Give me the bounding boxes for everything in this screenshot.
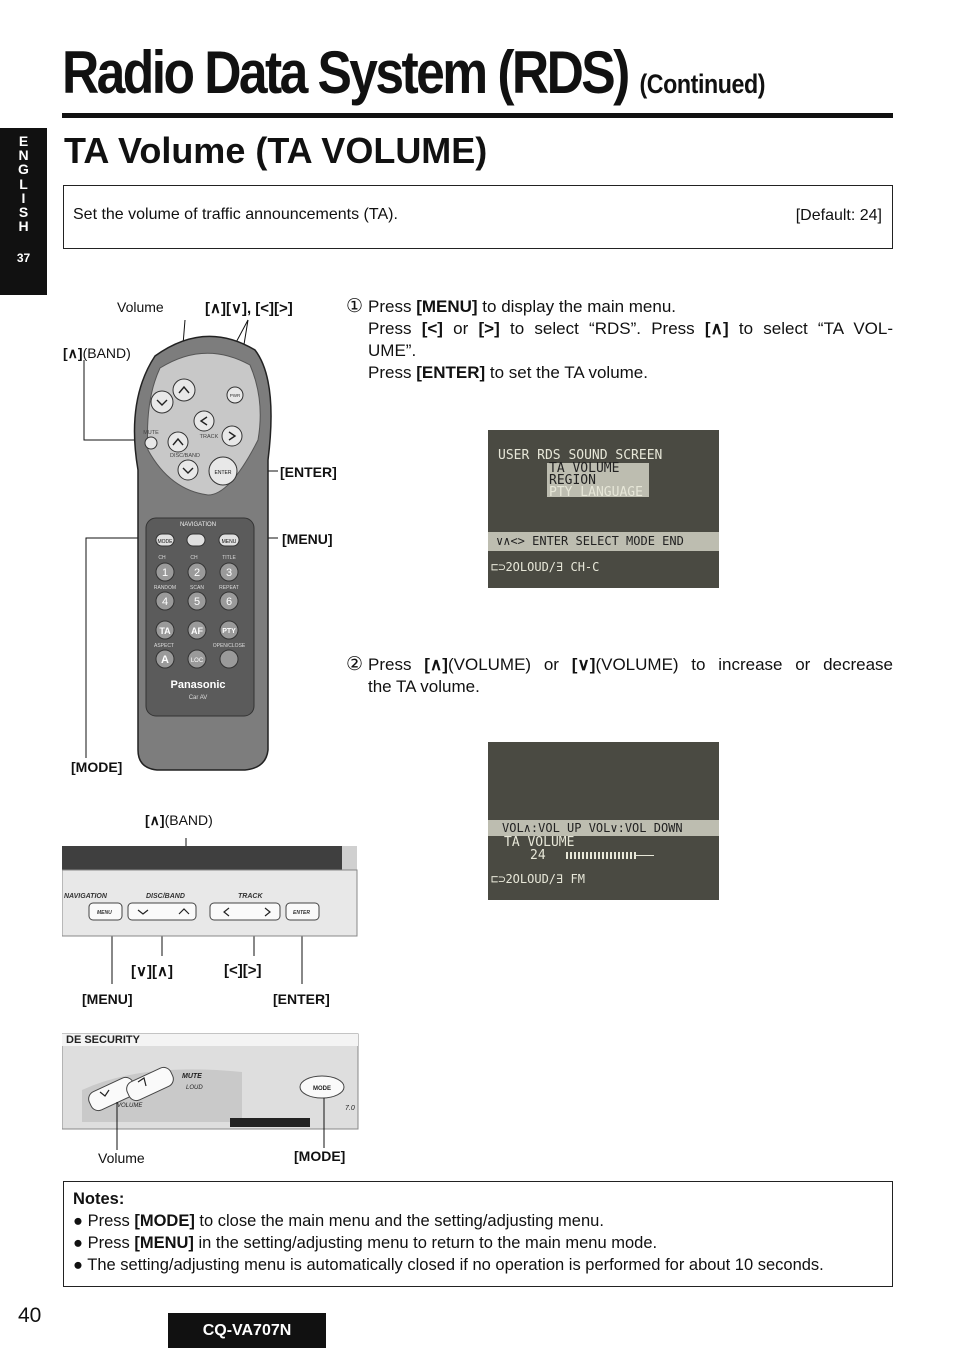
panel-mode-button: MODE bbox=[313, 1086, 331, 1092]
label-panel-mode: [MODE] bbox=[294, 1148, 346, 1164]
key-1: 1 bbox=[161, 567, 169, 579]
screen-status: ⊏⊃2OLOUD/∃ FM bbox=[491, 872, 585, 886]
remote-menu-button: MENU bbox=[221, 539, 237, 545]
key-5: 5 bbox=[193, 596, 201, 608]
language-letters: E N G L I S H bbox=[18, 133, 29, 235]
model-badge: CQ-VA707N bbox=[168, 1313, 326, 1348]
page-number: 40 bbox=[18, 1304, 42, 1327]
intro-box bbox=[63, 185, 893, 249]
panel-disc-band-label: DISC/BAND bbox=[146, 893, 185, 900]
title-rule bbox=[62, 113, 893, 118]
step-2: ② Press [∧](VOLUME) or [∨](VOLUME) to increase or decrease the TA volume. bbox=[346, 654, 893, 696]
head-unit-panel-2 bbox=[62, 1032, 362, 1150]
notes-title: Notes: bbox=[73, 1190, 125, 1208]
remote-disc-band-label: DISC/BAND bbox=[170, 453, 200, 459]
continued-label: (Continued) bbox=[639, 69, 766, 99]
label-panel-up-band: [∧](BAND) bbox=[145, 812, 213, 828]
remote-pwr-label: PWR bbox=[229, 393, 241, 398]
note-item: ● Press [MODE] to close the main menu and the setting/adjusting menu. bbox=[73, 1212, 604, 1230]
label-arrow-keys: [∧][∨], [<][>] bbox=[205, 300, 293, 317]
screen-menu-row: USER RDS SOUND SCREEN bbox=[498, 448, 663, 463]
screen-help: ∨∧<> ENTER SELECT MODE END bbox=[496, 534, 684, 548]
step-number: ① bbox=[346, 296, 364, 317]
label-volume: Volume bbox=[117, 299, 164, 315]
panel-menu-button: MENU bbox=[97, 910, 112, 916]
intro-text: Set the volume of traffic announcements (TA). bbox=[73, 206, 398, 223]
panel-loud-label: LOUD bbox=[186, 1085, 203, 1091]
screen-item: TA VOLUME bbox=[504, 835, 575, 850]
page-title: Radio Data System (RDS) (Continued) bbox=[62, 39, 766, 106]
aspect-label: ASPECT bbox=[153, 643, 175, 649]
open-close-label: OPEN/CLOSE bbox=[212, 643, 246, 649]
key-2: 2 bbox=[193, 567, 201, 579]
remote-ch-label-2: CH bbox=[190, 555, 198, 561]
language-tab bbox=[0, 128, 47, 295]
panel-enter-button: ENTER bbox=[293, 910, 310, 916]
section-title: TA Volume (TA VOLUME) bbox=[64, 130, 488, 171]
remote-mute-label: MUTE bbox=[143, 430, 159, 436]
remote-mode-button: MODE bbox=[157, 539, 173, 545]
screen-item-pty: PTY LANGUAGE bbox=[549, 485, 643, 500]
panel-volume-label: VOLUME bbox=[117, 1103, 143, 1109]
default-value: [Default: 24] bbox=[795, 207, 882, 224]
remote-enter-button: ENTER bbox=[214, 470, 232, 476]
scan-label: SCAN bbox=[190, 585, 204, 591]
panel-security-label: DE SECURITY bbox=[66, 1034, 140, 1046]
remote-title-label: TITLE bbox=[222, 555, 236, 561]
remote-brand: Panasonic bbox=[170, 679, 226, 691]
panel-number: 7.0 bbox=[345, 1105, 355, 1112]
screen-item-ta-volume: TA VOLUME bbox=[549, 461, 620, 476]
label-menu: [MENU] bbox=[282, 531, 333, 547]
key-4: 4 bbox=[161, 596, 169, 608]
head-unit-panel-1 bbox=[62, 806, 362, 1020]
ta-key: TA bbox=[159, 626, 171, 636]
panel-track-label: TRACK bbox=[238, 893, 263, 900]
label-panel-down-up: [∨][∧] bbox=[131, 963, 173, 980]
step-number: ② bbox=[346, 654, 364, 675]
random-label: RANDOM bbox=[153, 585, 177, 591]
label-panel-menu: [MENU] bbox=[82, 991, 133, 1007]
screen-help: VOL∧:VOL UP VOL∨:VOL DOWN bbox=[502, 821, 683, 835]
screen-ta-volume bbox=[488, 742, 719, 900]
label-panel-left-right: [<][>] bbox=[224, 962, 262, 979]
af-key: AF bbox=[191, 626, 203, 636]
screen-status: ⊏⊃2OLOUD/∃ CH-C bbox=[491, 560, 600, 574]
volume-bar bbox=[566, 852, 636, 859]
label-mode: [MODE] bbox=[71, 759, 123, 775]
screen-item-region: REGION bbox=[549, 473, 596, 488]
remote-navigation-label: NAVIGATION bbox=[179, 522, 217, 528]
panel-navigation-label: NAVIGATION bbox=[64, 893, 107, 900]
remote-ch-label-1: CH bbox=[158, 555, 166, 561]
panel-mute-label: MUTE bbox=[182, 1073, 202, 1080]
note-item: ● Press [MENU] in the setting/adjusting menu to return to the main menu mode. bbox=[73, 1234, 658, 1252]
label-enter: [ENTER] bbox=[280, 464, 337, 480]
key-6: 6 bbox=[225, 596, 233, 608]
screen-volume-value: 24 bbox=[530, 848, 546, 863]
note-item: ● The setting/adjusting menu is automatically closed if no operation is performed for about 10 seconds. bbox=[73, 1256, 824, 1274]
remote-track-label: TRACK bbox=[199, 434, 219, 440]
step-1: ① Press [MENU] to display the main menu. Press [<] or [>] to select “RDS”. Press [∧] to select “TA VOL- UME”. Press [ENTER] to set the TA volume. bbox=[346, 296, 893, 382]
volume-bar-track bbox=[636, 855, 654, 856]
label-up-band: [∧](BAND) bbox=[63, 345, 131, 361]
screen-main-menu bbox=[488, 430, 719, 588]
label-panel-volume: Volume bbox=[98, 1150, 145, 1166]
key-3: 3 bbox=[225, 567, 233, 579]
repeat-label: REPEAT bbox=[219, 585, 239, 591]
notes-box bbox=[63, 1181, 893, 1287]
pty-key: PTY bbox=[222, 628, 236, 635]
a-key: A bbox=[161, 654, 169, 666]
language-page-number: 37 bbox=[16, 251, 31, 266]
remote-sub-brand: Car AV bbox=[188, 695, 208, 701]
label-panel-enter: [ENTER] bbox=[273, 991, 330, 1007]
loc-key: LOC bbox=[190, 658, 204, 664]
